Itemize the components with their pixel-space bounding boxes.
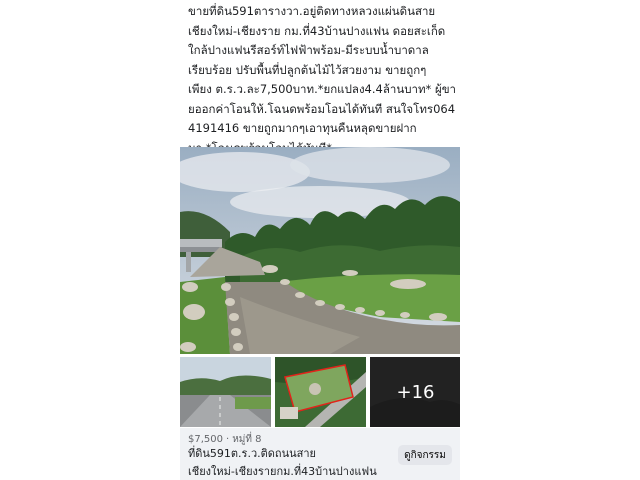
listing-title[interactable]: ที่ดิน591ต.ร.ว.ติดถนนสาย เชียงใหม่-เชียงรายกม.ที่43บ้านปางแฟน — [188, 447, 377, 478]
aerial-map-photo — [275, 357, 366, 427]
thumbnail-more[interactable] — [370, 357, 460, 427]
main-listing-photo[interactable] — [180, 147, 460, 354]
road-photo — [180, 357, 271, 427]
listing-location: หมู่ที่ 8 — [232, 434, 262, 445]
thumbnail-strip — [180, 357, 460, 427]
more-photos-count: +16 — [370, 357, 460, 427]
thumbnail-road[interactable] — [180, 357, 271, 427]
separator-dot: · — [226, 434, 230, 445]
view-activity-button[interactable]: ดูกิจกรรม — [398, 445, 452, 465]
thumbnail-map[interactable] — [275, 357, 366, 427]
marketplace-post — [180, 0, 460, 480]
land-photo — [180, 147, 460, 354]
listing-price: $7,500 — [188, 434, 223, 445]
post-description: ขายที่ดิน591ตารางวา.อยู่ติดทางหลวงแผ่นดินสาย เชียงใหม่-เชียงราย กม.ที่43บ้านปางแฟน ดอยสะเก็ด ใกล้ปางแฟนรีสอร์ท์ไฟฟ้าพร้อม-มีระบบน้ำบาดาล เรียบร้อย ปรับพื้นที่ปลูกต้นไม้ไว้สวยงาม ขายถูกๆ เพียง ต.ร.ว.ละ7,500บาท.*ยกแปลง4.4ล้านบาท* ผู้ขา ยออกค่าโอนให้.โฉนดพร้อมโอนได้ทันที สนใจโทร064 4191416 ขายถูกมากๆเอาทุนคืนหลุดขายฝาก — [188, 4, 457, 135]
listing-info — [180, 428, 460, 480]
